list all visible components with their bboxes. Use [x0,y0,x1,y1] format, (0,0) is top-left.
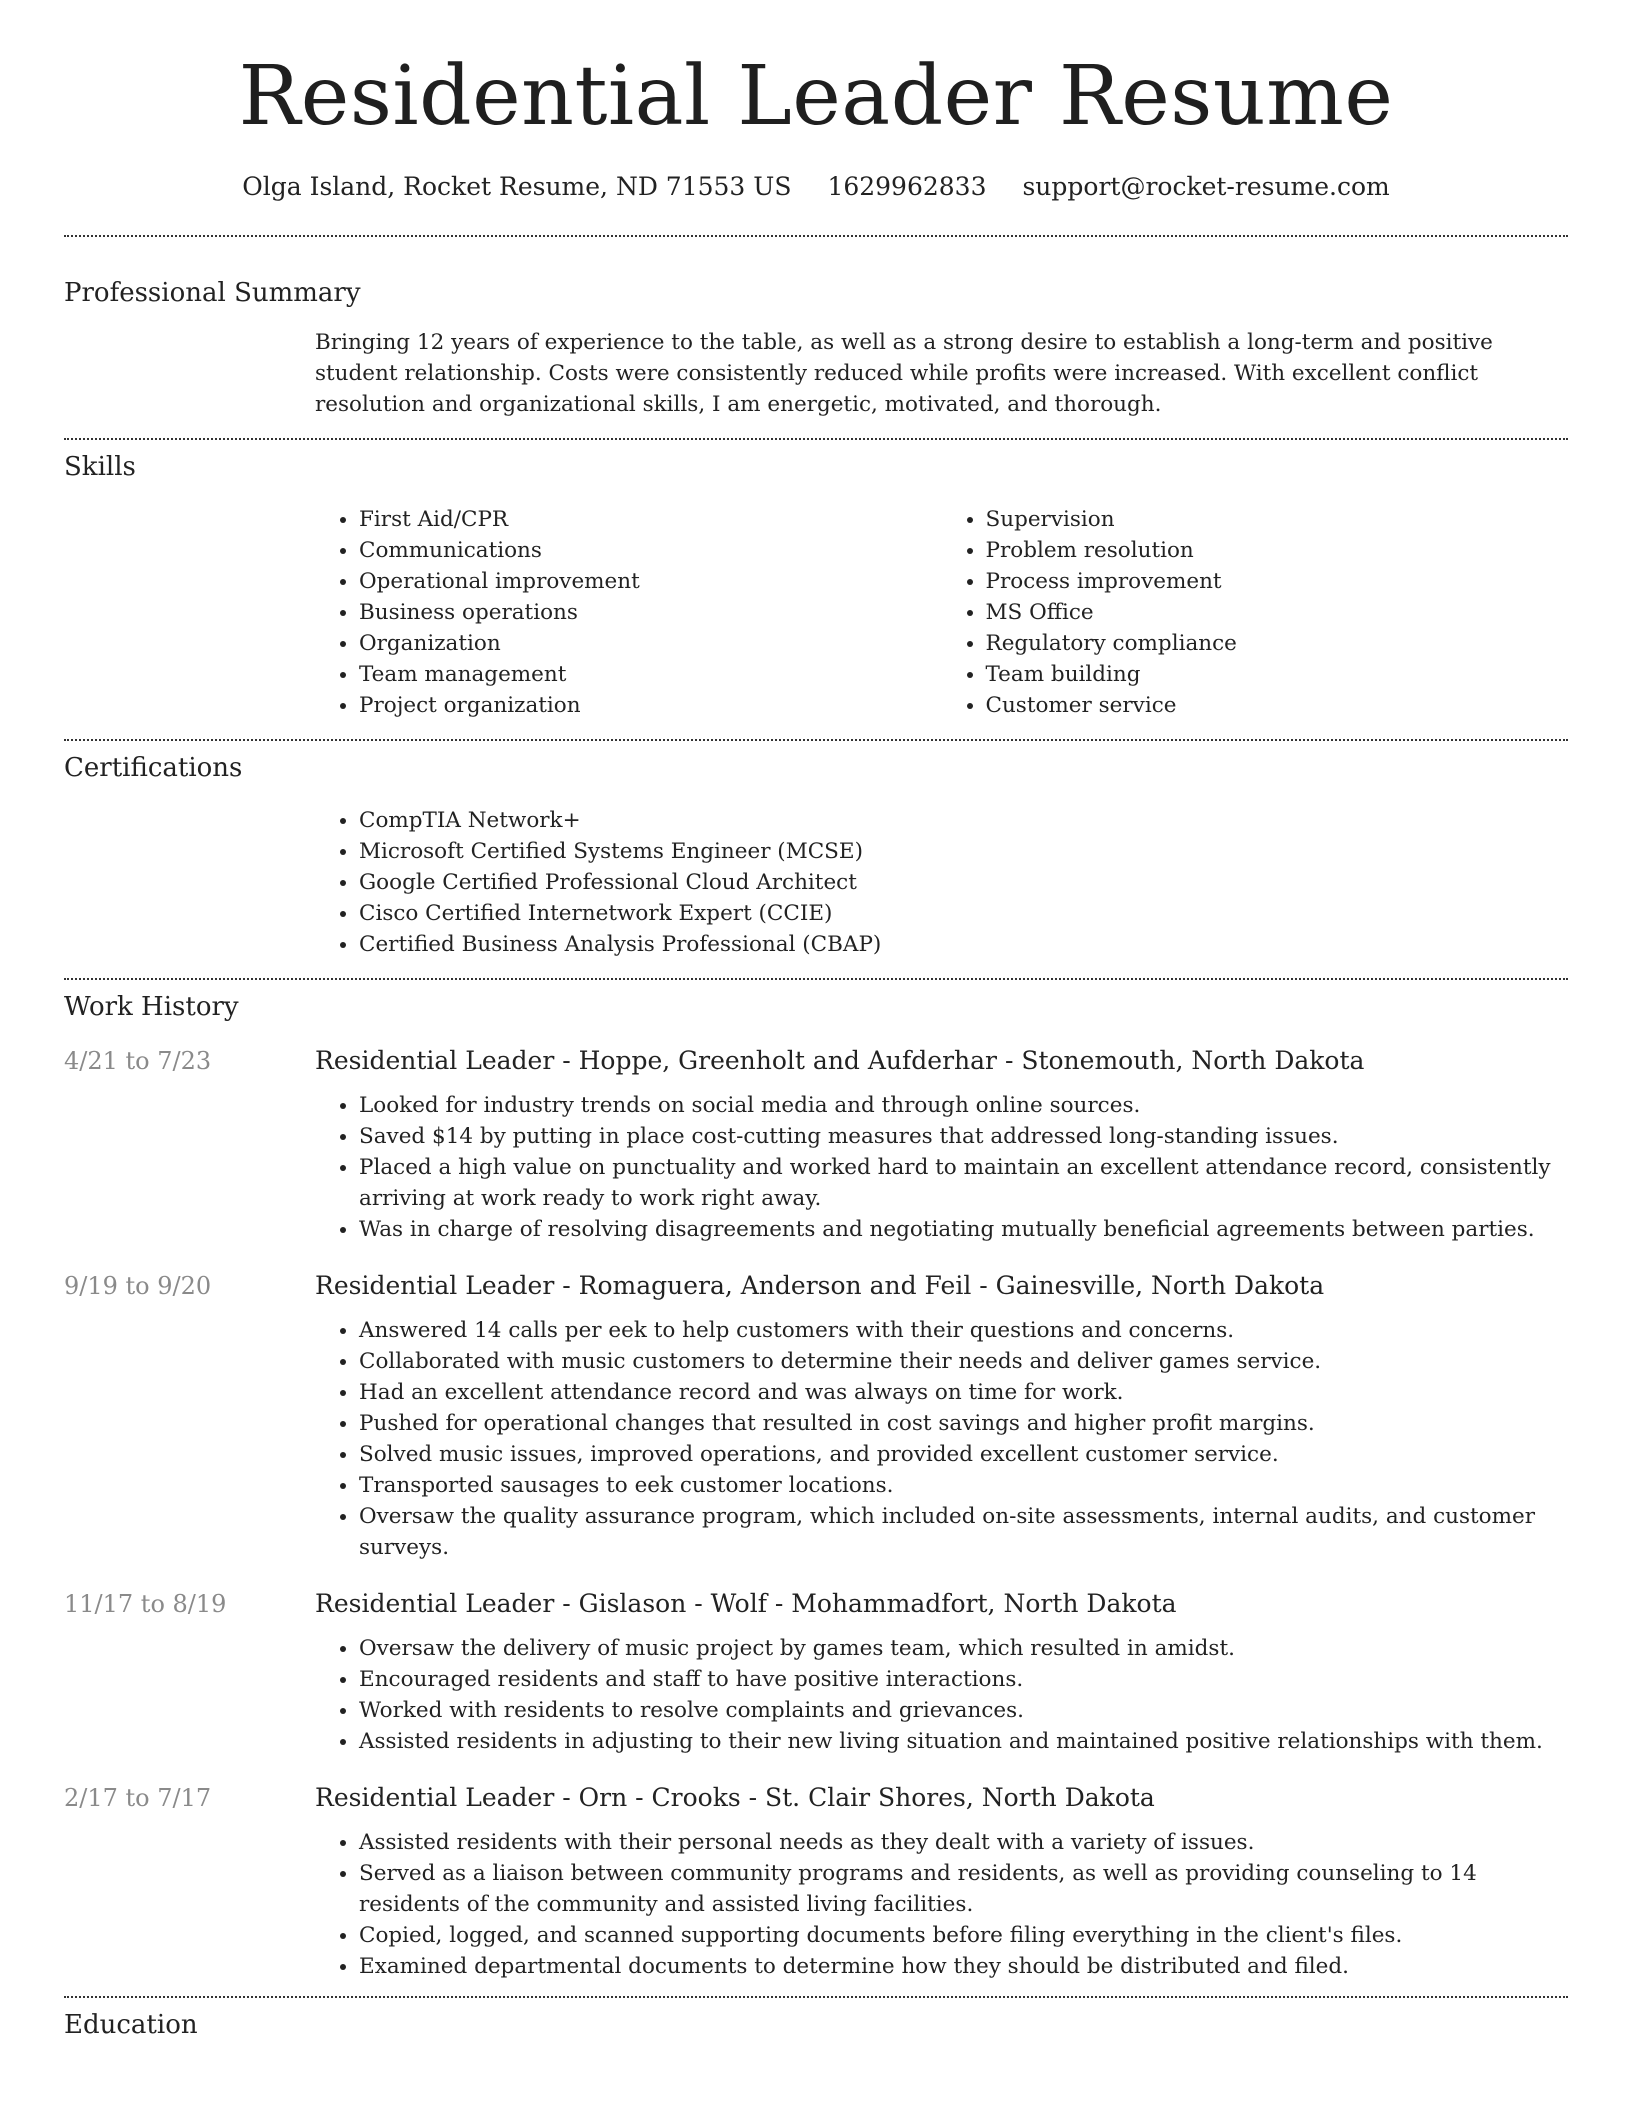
job-title: Residential Leader - Romaguera, Anderson and Feil - Gainesville, North Dakota [315,1271,1325,1300]
job-dates: 9/19 to 9/20 [64,1272,212,1300]
job-bullet: • Oversaw the delivery of music project by games team, which resulted in amidst. [359,1633,1568,1664]
job-bullet: • Examined departmental documents to determine how they should be distributed and filed. [359,1951,1568,1982]
summary-text: Bringing 12 years of experience to the table, as well as a strong desire to establish a long-term and positive student relationship. Costs were consistently reduced while profits were increased. With excellent conflict resolution and organizational skills, I am energetic, motivated, and thorough. [315,330,1493,417]
job-title: Residential Leader - Hoppe, Greenholt and Aufderhar - Stonemouth, North Dakota [315,1046,1365,1075]
job-bullet: • Copied, logged, and scanned supporting documents before filing everything in the client's files. [359,1920,1568,1951]
job-bullet: • Was in charge of resolving disagreements and negotiating mutually beneficial agreements between parties. [359,1214,1568,1245]
section-heading-certifications: Certifications [64,753,243,783]
summary-content [315,327,1568,420]
job-title: Residential Leader - Orn - Crooks - St. Clair Shores, North Dakota [315,1783,1155,1812]
skill-item: • Customer service [986,690,1569,721]
job-bullets [315,1827,1568,1982]
skills-grid [315,504,1568,721]
section-heading-summary: Professional Summary [64,278,361,308]
job-bullets [315,1633,1568,1757]
job-entry [64,1589,1568,1757]
job-bullet: • Looked for industry trends on social media and through online sources. [359,1090,1568,1121]
job-dates: 11/17 to 8/19 [64,1590,227,1618]
job-bullet: • Answered 14 calls per eek to help customers with their questions and concerns. [359,1315,1568,1346]
skill-item: • Organization [359,628,942,659]
skills-list-left [315,504,942,721]
certifications-list [315,805,1568,960]
job-bullet: • Transported sausages to eek customer locations. [359,1470,1568,1501]
certification-item: • CompTIA Network+ [359,805,1568,836]
contact-line [64,172,1568,201]
job-bullet: • Served as a liaison between community programs and residents, as well as providing counseling to 14 residents of the community and assisted living facilities. [359,1858,1568,1920]
job-bullets [315,1090,1568,1245]
skills-section [64,440,1568,721]
job-bullet: • Assisted residents in adjusting to their new living situation and maintained positive relationships with them. [359,1726,1568,1757]
job-dates: 2/17 to 7/17 [64,1784,212,1812]
education-section [64,1998,1568,2040]
job-bullets [315,1315,1568,1563]
skill-item: • Problem resolution [986,535,1569,566]
contact-address: Olga Island, Rocket Resume, ND 71553 US [242,172,792,201]
skill-item: • MS Office [986,597,1569,628]
job-entry [64,1271,1568,1563]
work-history-section [64,980,1568,1982]
job-bullet: • Placed a high value on punctuality and worked hard to maintain an excellent attendance record, consistently arriving at work ready to work right away. [359,1152,1568,1214]
skill-item: • Supervision [986,504,1569,535]
skill-item: • Team building [986,659,1569,690]
skill-item: • Project organization [359,690,942,721]
job-entry [64,1783,1568,1982]
section-heading-work-history: Work History [64,992,239,1022]
certification-item: • Certified Business Analysis Professional (CBAP) [359,929,1568,960]
certification-item: • Cisco Certified Internetwork Expert (CCIE) [359,898,1568,929]
job-bullet: • Collaborated with music customers to determine their needs and deliver games service. [359,1346,1568,1377]
certification-item: • Google Certified Professional Cloud Architect [359,867,1568,898]
certifications-section [64,741,1568,960]
contact-email: support@rocket-resume.com [1022,172,1390,201]
job-dates: 4/21 to 7/23 [64,1047,212,1075]
resume-page [64,0,1568,2040]
certification-item: • Microsoft Certified Systems Engineer (MCSE) [359,836,1568,867]
section-heading-education: Education [64,2010,198,2040]
skill-item: • First Aid/CPR [359,504,942,535]
skill-item: • Process improvement [986,566,1569,597]
job-bullet: • Worked with residents to resolve complaints and grievances. [359,1695,1568,1726]
skill-item: • Team management [359,659,942,690]
skill-item: • Regulatory compliance [986,628,1569,659]
job-bullet: • Had an excellent attendance record and was always on time for work. [359,1377,1568,1408]
resume-title: Residential Leader Resume [238,49,1394,144]
skill-item: • Business operations [359,597,942,628]
job-entry [64,1046,1568,1245]
job-bullet: • Pushed for operational changes that resulted in cost savings and higher profit margins. [359,1408,1568,1439]
job-bullet: • Solved music issues, improved operations, and provided excellent customer service. [359,1439,1568,1470]
certifications-content [315,805,1568,960]
summary-section [64,237,1568,420]
skill-item: • Operational improvement [359,566,942,597]
job-bullet: • Encouraged residents and staff to have positive interactions. [359,1664,1568,1695]
job-bullet: • Saved $14 by putting in place cost-cutting measures that addressed long-standing issues. [359,1121,1568,1152]
job-title: Residential Leader - Gislason - Wolf - Mohammadfort, North Dakota [315,1589,1177,1618]
job-bullet: • Assisted residents with their personal needs as they dealt with a variety of issues. [359,1827,1568,1858]
contact-phone: 1629962833 [827,172,987,201]
skill-item: • Communications [359,535,942,566]
skills-list-right [942,504,1569,721]
section-heading-skills: Skills [64,452,136,482]
job-bullet: • Oversaw the quality assurance program, which included on-site assessments, internal audits, and customer surveys. [359,1501,1568,1563]
